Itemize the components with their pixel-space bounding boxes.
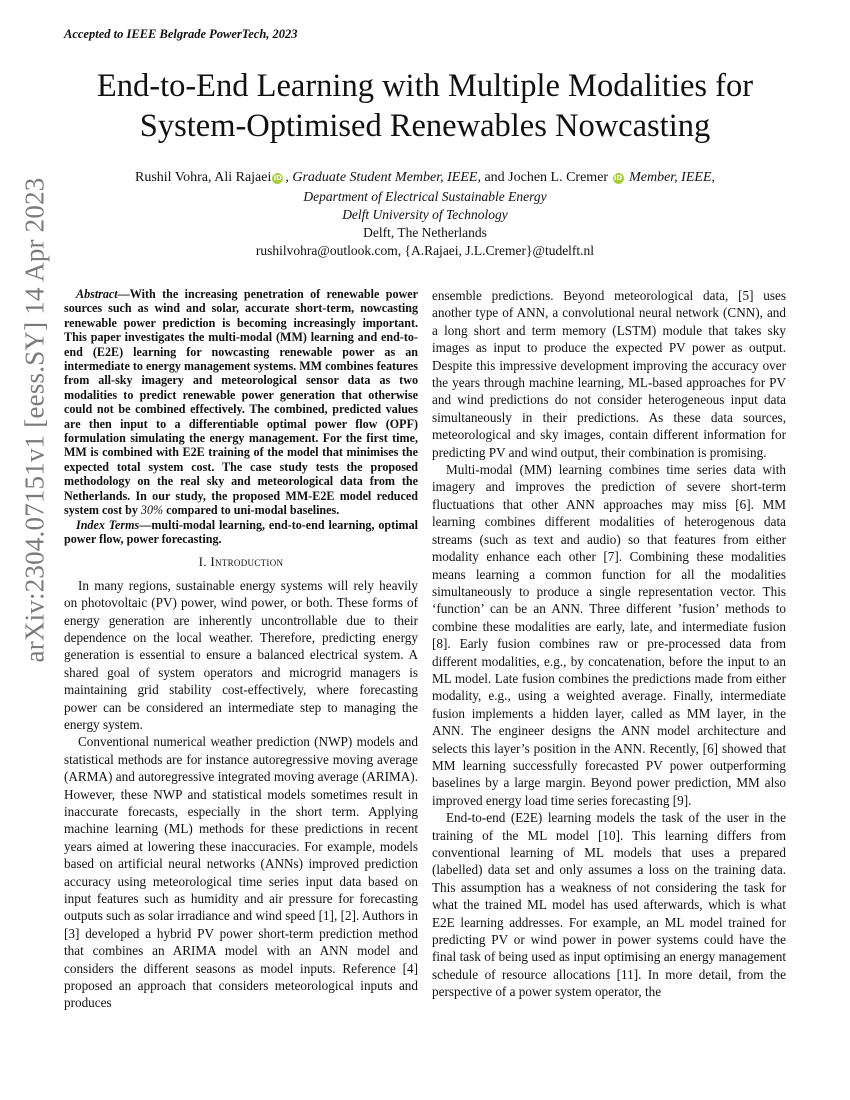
abstract-body: —With the increasing penetration of renewable power sources such as wind and solar, accurate short-term, nowcasting renewable power prediction is becoming increasingly important. This paper investigates the multi-modal (MM) learning and end-to-end (E2E) learning for nowcasting renewable power as an intermediate to energy management systems. MM combines features from all-sky imagery and meteorological sensor data as two modalities to predict renewable power generation that otherwise could not be combined effectively. The combined, predicted values are then input to a differentiable optimal power flow (OPF) formulation simulating the energy management. For the first time, MM is combined with E2E training of the model that minimises the expected total system cost. The case study tests the proposed methodology on the real sky and meteorological data from the Netherlands. In our study, the proposed MM-E2E model reduced system cost by [64, 287, 418, 518]
orcid-icon[interactable]: iD [613, 174, 623, 182]
location: Delft, The Netherlands [363, 225, 487, 240]
author-list: Rushil Vohra, Ali Rajaei iD , Graduate Student Member, IEEE, and Jochen L. Cremer iD Member, IEEE, [135, 170, 715, 185]
author-membership-2: Member, IEEE, [629, 170, 715, 185]
intro-paragraph-2: Conventional numerical weather prediction (NWP) models and statistical methods are for instance autoregressive moving average (ARMA) and autoregressive integrated moving average (ARIMA). However, these NWP and statistical models sometimes result in inaccurate forecasts, especially in the short term. Applying machine learning (ML) methods for these predictions in recent years aimed at lowering these inaccuracies. For example, models based on artificial neural networks (ANNs) improved prediction accuracy using meteorological time series input data based on input features such as humidity and air pressure for forecasting outputs such as solar irradiance and wind speed [1], [2]. Authors in [3] developed a hybrid PV power short-term prediction method that combines an ARIMA model with an ANN model and considers the different seasons as model inputs. Reference [4] proposed an approach that considers meteorological inputs and produces [64, 734, 418, 1011]
index-terms-label: Index Terms [76, 517, 140, 532]
index-terms-body: —multi-modal learning, end-to-end learning, optimal power flow, power forecasting. [64, 517, 418, 546]
abstract [64, 287, 418, 546]
abstract-body-end: compared to uni-modal baselines. [163, 503, 340, 518]
left-column [64, 287, 418, 1012]
author-names-1: Rushil Vohra, Ali Rajaei [135, 170, 272, 185]
department: Department of Electrical Sustainable Energy [303, 189, 547, 204]
intro-paragraph-2-continued: ensemble predictions. Beyond meteorological data, [5] uses another type of ANN, a convolutional neural network (CNN), and a long short and term memory (LSTM) module that takes sky images as input to produce the expected PV power as output. Despite this impressive development improving the accuracy over the years through machine learning, ML-based approaches for PV and wind predictions do not consider heterogeneous input data simultaneously in their predictions. As these data sources, meteorological and sky images, contain different information for predicting PV and wind output, their combination is promising. [432, 288, 786, 460]
paper-title [70, 66, 780, 146]
intro-paragraph-1: In many regions, sustainable energy systems will rely heavily on photovoltaic (PV) power, wind power, or both. These forms of energy generation are inherently uncontrollable due to their dependence on the local weather. Therefore, predicting energy generation is essential to ensure a balanced electrical system. A shared goal of system operators and microgrid managers is maintaining grid stability cost-effectively, where forecasting power can be considered an intermediate step to managing the energy system. [64, 577, 418, 732]
arxiv-identifier: arXiv:2304.07151v1 [eess.SY] 14 Apr 2023 [19, 177, 50, 663]
university: Delft University of Technology [342, 207, 508, 222]
intro-paragraph-4: End-to-end (E2E) learning models the task of the user in the training of the ML model [10]. This learning differs from conventional learning of ML models that uses a prepared (labelled) data set and only assumes a loss on the training data. This assumption has a weakness of not considering the task for what the trained ML model has used afterwards, which is what E2E learning addresses. For example, an ML model trained for predicting PV or wind power in power systems could have the final task of being used as input optimising an energy management schedule of resource allocations [11]. In more detail, from the perspective of a power system operator, the [432, 810, 786, 1000]
conference-note: Accepted to IEEE Belgrade PowerTech, 2023 [64, 27, 298, 41]
author-emails: rushilvohra@outlook.com, {A.Rajaei, J.L.Cremer}@tudelft.nl [255, 243, 595, 258]
abstract-label: Abstract [76, 287, 118, 301]
intro-paragraph-3: Multi-modal (MM) learning combines time series data with imagery and improves the prediction of severe short-term fluctuations that other ANN approaches may miss [6]. MM learning combines different modalities of heterogenous data streams (such as text and audio) so that features from either modality enhance each other [7]. Combining these modalities means learning a common function for all the modalities simultaneously to produce a single representation vector. This ‘function’ can be an ANN. Three different ’fusion’ methods to combine these modalities are early, late, and intermediate fusion [8]. Early fusion combines raw or pre-processed data from different modalities, e.g., by concatenation, before the input to an ML model. Late fusion combines the predictions made from either modality, e.g., using a weighted average. Finally, intermediate fusion implements a hidden layer, called as MM layer, in the ANN. The engineer designs the ANN model architecture and selects this layer’s position in the ANN. Recently, [6] showed that MM learning successfully forecasted PV power outperforming baselines by a large margin. Beyond power prediction, MM also improved energy load time series forecasting [9]. [432, 462, 786, 808]
affiliation-block [70, 188, 780, 260]
section-heading-introduction: I. Introduction [198, 554, 284, 570]
orcid-icon[interactable]: iD [273, 174, 282, 182]
right-column [432, 287, 786, 1001]
abstract-percent: 30% [140, 503, 164, 518]
title-line-2: System-Optimised Renewables Nowcasting [139, 108, 711, 144]
author-names-2: and Jochen L. Cremer [484, 170, 609, 185]
title-line-1: End-to-End Learning with Multiple Modalities for [96, 68, 754, 104]
author-membership-1: Graduate Student Member, IEEE, [292, 170, 481, 185]
